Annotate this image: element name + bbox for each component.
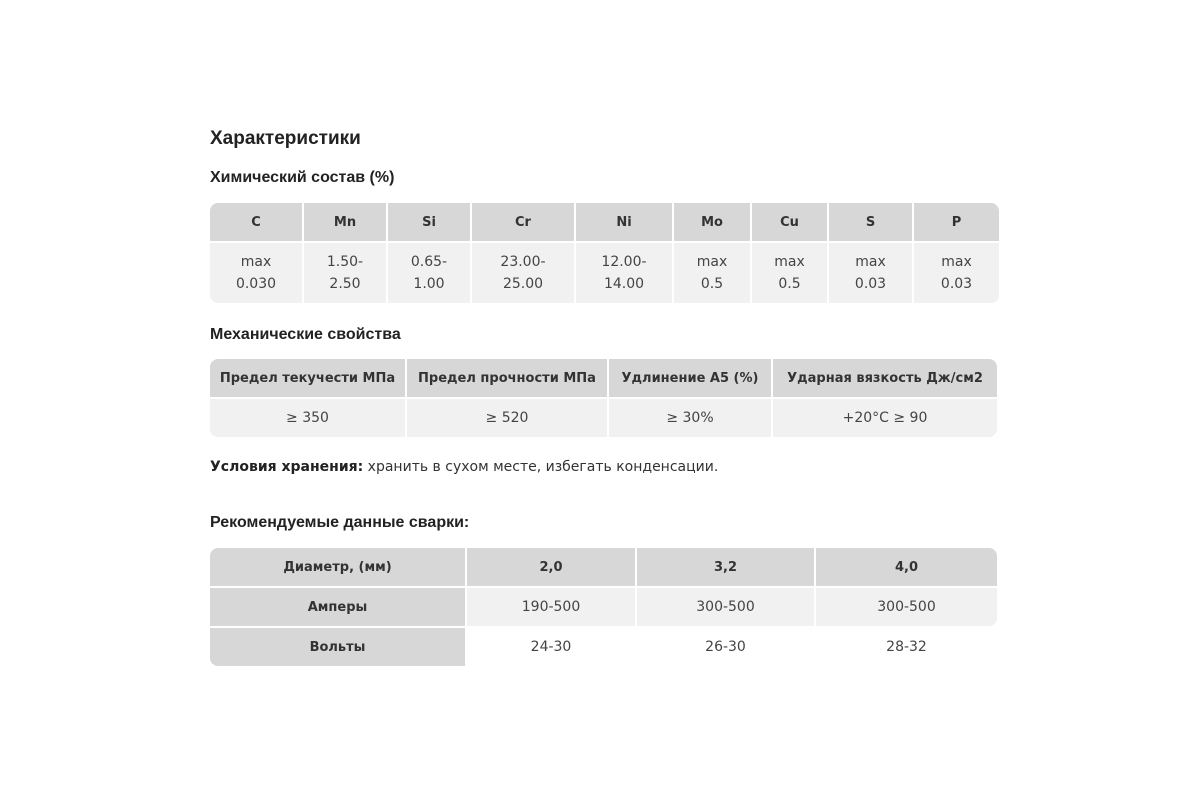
- mech-value-yield: ≥ 350: [210, 397, 405, 437]
- mechanical-value-row: [210, 397, 997, 437]
- chem-header-s: S: [829, 203, 912, 241]
- chemical-table: [208, 203, 1001, 303]
- chem-header-p: P: [914, 203, 999, 241]
- storage-text: хранить в сухом месте, избегать конденсации.: [363, 459, 719, 475]
- welding-diameter-3: 4,0: [816, 548, 997, 586]
- chem-value-s: max 0.03: [829, 241, 912, 303]
- welding-table: [208, 548, 999, 666]
- chem-header-ni: Ni: [576, 203, 672, 241]
- welding-amps-3: 300-500: [816, 586, 997, 626]
- welding-title: Рекомендуемые данные сварки:: [210, 514, 470, 531]
- mech-value-impact: +20°C ≥ 90: [773, 397, 997, 437]
- chemical-header-row: [210, 203, 999, 241]
- mech-value-elongation: ≥ 30%: [609, 397, 771, 437]
- chem-header-cu: Cu: [752, 203, 827, 241]
- welding-diameter-label: Диаметр, (мм): [210, 548, 465, 586]
- welding-amps-2: 300-500: [637, 586, 814, 626]
- chemical-title: Химический состав (%): [210, 169, 395, 186]
- welding-volts-3: 28-32: [816, 626, 997, 666]
- welding-volts-row: [210, 626, 997, 666]
- mech-header-impact: Ударная вязкость Дж/см2: [773, 359, 997, 397]
- mech-header-tensile: Предел прочности МПа: [407, 359, 607, 397]
- chem-value-si: 0.65- 1.00: [388, 241, 470, 303]
- chem-header-mn: Mn: [304, 203, 386, 241]
- storage-label: Условия хранения:: [210, 459, 364, 475]
- chem-header-mo: Mo: [674, 203, 750, 241]
- chem-value-c: max 0.030: [210, 241, 302, 303]
- welding-amps-row: [210, 586, 997, 626]
- chem-value-cu: max 0.5: [752, 241, 827, 303]
- chem-value-p: max 0.03: [914, 241, 999, 303]
- welding-diameter-row: [210, 548, 997, 586]
- mech-header-yield: Предел текучести МПа: [210, 359, 405, 397]
- chem-value-cr: 23.00- 25.00: [472, 241, 574, 303]
- welding-diameter-2: 3,2: [637, 548, 814, 586]
- page-title: Характеристики: [210, 128, 361, 149]
- welding-volts-1: 24-30: [467, 626, 635, 666]
- storage-conditions: [210, 459, 718, 475]
- mechanical-title: Механические свойства: [210, 326, 401, 343]
- mechanical-header-row: [210, 359, 997, 397]
- mech-header-elongation: Удлинение А5 (%): [609, 359, 771, 397]
- chem-value-ni: 12.00- 14.00: [576, 241, 672, 303]
- chem-value-mo: max 0.5: [674, 241, 750, 303]
- welding-amps-1: 190-500: [467, 586, 635, 626]
- chem-header-cr: Cr: [472, 203, 574, 241]
- mechanical-table: [208, 359, 999, 437]
- chem-value-mn: 1.50- 2.50: [304, 241, 386, 303]
- chemical-value-row: [210, 241, 999, 303]
- welding-amps-label: Амперы: [210, 586, 465, 626]
- mech-value-tensile: ≥ 520: [407, 397, 607, 437]
- welding-volts-label: Вольты: [210, 626, 465, 666]
- chem-header-si: Si: [388, 203, 470, 241]
- welding-diameter-1: 2,0: [467, 548, 635, 586]
- chem-header-c: C: [210, 203, 302, 241]
- welding-volts-2: 26-30: [637, 626, 814, 666]
